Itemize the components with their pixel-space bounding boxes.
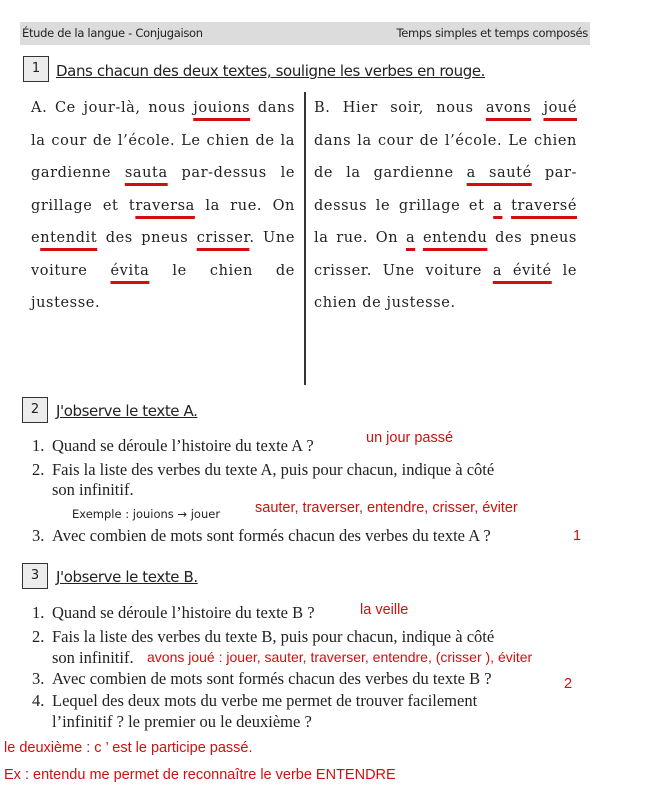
section-3-title: J'observe le texte B. bbox=[56, 568, 198, 586]
section-1-title: Dans chacun des deux textes, souligne les verbes en rouge. bbox=[56, 62, 486, 80]
text-segment: par-dessus le grillage et bbox=[314, 165, 577, 214]
example-line: Exemple : jouions → jouer bbox=[72, 507, 221, 521]
section-3-number: 3 bbox=[22, 563, 48, 589]
text-segment: dans la cour de l’école. Le chien de la gardienne bbox=[314, 132, 577, 181]
underlined-verb: jouions bbox=[193, 100, 251, 116]
section-3-question-3 bbox=[32, 669, 492, 689]
question-number: 2. bbox=[32, 460, 45, 479]
section-2-title: J'observe le texte A. bbox=[56, 402, 198, 420]
underlined-verb: sauta bbox=[124, 165, 168, 181]
question-number: 4. bbox=[32, 691, 45, 710]
text-segment bbox=[415, 230, 423, 246]
underlined-verb: avons bbox=[485, 100, 532, 116]
section-3-question-4-line-2: l’infinitif ? le premier ou le deuxième ? bbox=[52, 712, 312, 731]
section-2-question-2-line-2: son infinitif. bbox=[52, 480, 134, 499]
text-segment: des pneus crisser. Une voiture bbox=[314, 230, 577, 279]
question-text: Quand se déroule l’histoire du texte A ? bbox=[52, 436, 314, 455]
text-a bbox=[31, 92, 295, 320]
text-segment: la rue. On bbox=[314, 230, 406, 246]
answer-3-4-line-1: le deuxième : c ’ est le participe passé. bbox=[4, 740, 253, 756]
text-b bbox=[314, 92, 577, 320]
underlined-verb: ntendit bbox=[40, 230, 98, 246]
text-segment: le chien de justesse. bbox=[314, 262, 577, 311]
section-2-question-2 bbox=[32, 460, 494, 480]
question-text: Avec combien de mots sont formés chacun des verbes du texte A ? bbox=[52, 526, 491, 545]
section-2-question-3 bbox=[32, 526, 491, 546]
underlined-verb: crisser bbox=[196, 230, 250, 246]
question-number: 3. bbox=[32, 526, 45, 545]
question-number: 1. bbox=[32, 436, 45, 455]
answer-3-1: la veille bbox=[360, 602, 409, 618]
section-3-question-4 bbox=[32, 691, 477, 711]
text-segment: A. Ce jour-là, nous bbox=[31, 100, 194, 116]
header-topic: Temps simples et temps composés bbox=[396, 26, 588, 40]
text-segment: par-dessus le grillage et t bbox=[31, 165, 295, 214]
question-text: Quand se déroule l’histoire du texte B ? bbox=[52, 603, 315, 622]
section-3-question-2-line-2: son infinitif. bbox=[52, 648, 134, 667]
text-segment bbox=[531, 100, 543, 116]
header-subject: Étude de la langue - Conjugaison bbox=[22, 26, 203, 40]
text-segment: la rue. On e bbox=[31, 197, 295, 246]
answer-3-2: avons joué : jouer, sauter, traverser, entendre, (crisser ), éviter bbox=[147, 649, 533, 665]
underlined-verb: a évité bbox=[492, 262, 552, 279]
answer-3-4-line-2: Ex : entendu me permet de reconnaître le verbe ENTENDRE bbox=[4, 767, 396, 783]
answer-2-2: sauter, traverser, entendre, crisser, éviter bbox=[255, 500, 518, 516]
question-text: Fais la liste des verbes du texte A, puis pour chacun, indique à côté bbox=[52, 460, 495, 479]
underlined-verb: raversa bbox=[135, 197, 195, 214]
section-3-question-2 bbox=[32, 627, 494, 647]
worksheet-header bbox=[20, 22, 590, 45]
section-1-number: 1 bbox=[23, 56, 49, 82]
question-number: 1. bbox=[32, 603, 45, 622]
question-number: 2. bbox=[32, 627, 45, 646]
text-segment: B. Hier soir, nous bbox=[314, 100, 486, 116]
underlined-verb: entendu bbox=[422, 230, 488, 246]
section-2-question-1 bbox=[32, 436, 314, 456]
question-text: Avec combien de mots sont formés chacun des verbes du texte B ? bbox=[52, 669, 492, 688]
underlined-verb: a bbox=[405, 230, 416, 246]
answer-2-3: 1 bbox=[573, 528, 582, 544]
section-2-number: 2 bbox=[22, 397, 48, 423]
underlined-verb: joué bbox=[543, 100, 578, 116]
column-divider bbox=[304, 92, 306, 385]
section-3-question-1 bbox=[32, 603, 315, 623]
text-segment: . Une voiture bbox=[31, 230, 295, 279]
underlined-verb: a sauté bbox=[466, 165, 532, 181]
text-segment: le chien de justesse. bbox=[31, 262, 295, 311]
answer-3-3: 2 bbox=[564, 676, 573, 692]
text-segment bbox=[502, 198, 511, 214]
answer-2-1: un jour passé bbox=[366, 430, 454, 446]
question-text: Lequel des deux mots du verbe me permet de trouver facilement bbox=[52, 691, 478, 710]
text-segment: des pneus bbox=[97, 230, 197, 246]
underlined-verb: traversé bbox=[511, 197, 578, 214]
underlined-verb: a bbox=[493, 197, 503, 214]
question-text: Fais la liste des verbes du texte B, puis pour chacun, indique à côté bbox=[52, 627, 495, 646]
question-number: 3. bbox=[32, 669, 45, 688]
text-segment: dans la cour de l’école. Le chien de la gardienne bbox=[31, 100, 295, 181]
underlined-verb: évita bbox=[110, 262, 150, 279]
